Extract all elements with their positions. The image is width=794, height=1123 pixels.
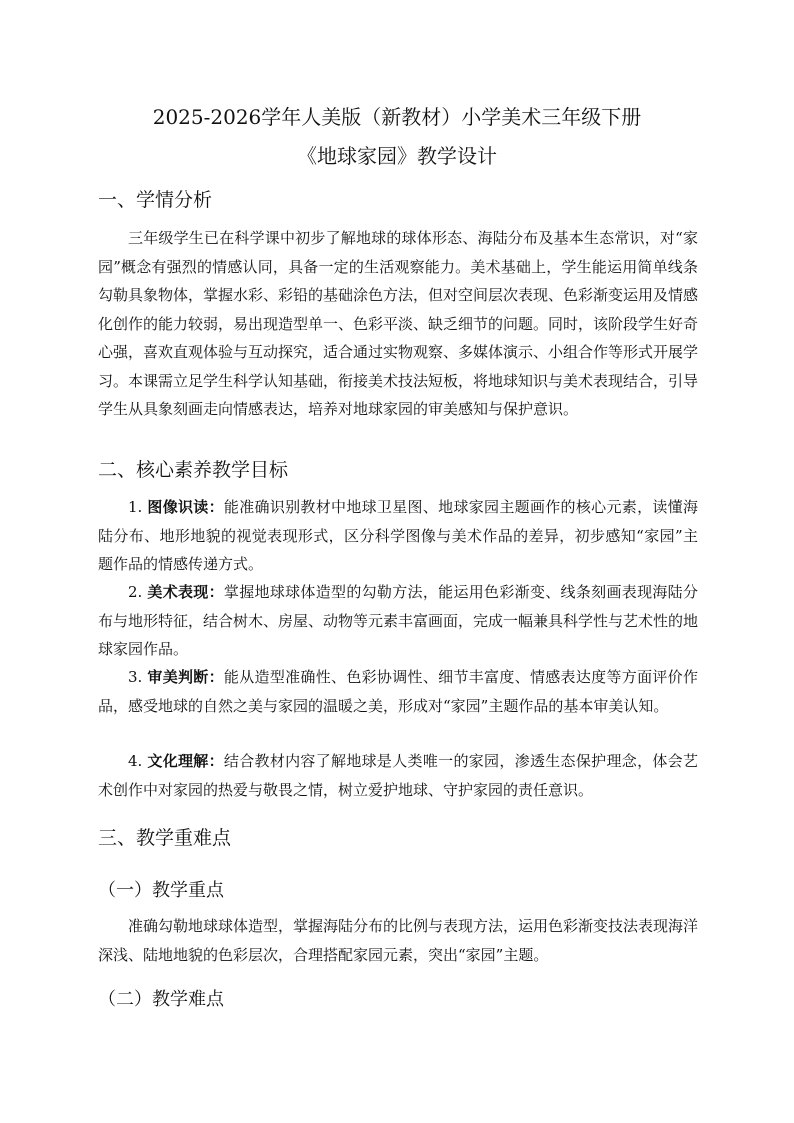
objective-text: 结合教材内容了解地球是人类唯一的家园，渗透生态保护理念，体会艺术创作中对家园的热爱与敬畏之情，树立爱护地球、守护家园的责任意识。: [98, 752, 698, 799]
document-title-line1: 2025-2026学年人美版（新教材）小学美术三年级下册: [152, 105, 642, 129]
focus-paragraph: 准确勾勒地球球体造型，掌握海陆分布的比例与表现方法，运用色彩渐变技法表现海洋深浅、陆地地貌的色彩层次，合理搭配家园元素，突出“家园”主题。: [98, 917, 699, 964]
objective-term: 美术表现：: [147, 583, 224, 601]
objective-item-3: [98, 663, 698, 720]
objective-number: 3.: [128, 668, 143, 686]
objective-text: 掌握地球球体造型的勾勒方法，能运用色彩渐变、线条刻画表现海陆分布与地形特征，结合树木、房屋、动物等元素丰富画面，完成一幅兼具科学性与艺术性的地球家园作品。: [98, 583, 699, 658]
subsection-heading-difficulty: （二）教学难点: [98, 989, 224, 1010]
section-heading-objectives: 二、核心素养教学目标: [98, 459, 289, 481]
objective-term: 图像识读：: [147, 498, 224, 516]
objective-term: 文化理解：: [147, 752, 224, 770]
objective-number: 4.: [128, 752, 143, 770]
objective-term: 审美判断：: [147, 668, 224, 686]
subsection-heading-focus: （一）教学重点: [98, 880, 224, 901]
analysis-paragraph: 三年级学生已在科学课中初步了解地球的球体形态、海陆分布及基本生态常识，对“家园”概念有强烈的情感认同，具备一定的生活观察能力。美术基础上，学生能运用简单线条勾勒具象物体，掌握水彩、彩铅的基础涂色方法，但对空间层次表现、色彩渐变运用及情感化创作的能力较弱，易出现造型单一、色彩平淡、缺乏细节的问题。同时，该阶段学生好奇心强，喜欢直观体验与互动探究，适合通过实物观察、多媒体演示、小组合作等形式开展学习。本课需立足学生科学认知基础，衔接美术技法短板，将地球知识与美术表现结合，引导学生从具象刻画走向情感表达，培养对地球家园的审美感知与保护意识。: [98, 229, 699, 418]
document-title-line2: 《地球家园》教学设计: [297, 144, 497, 168]
section-heading-key-points: 三、教学重难点: [98, 827, 232, 849]
objective-number: 2.: [128, 583, 143, 601]
section-heading-analysis: 一、学情分析: [98, 189, 213, 211]
objective-item-4: [98, 747, 698, 804]
objective-item-1: [98, 493, 698, 579]
objective-number: 1.: [128, 498, 143, 516]
objective-text: 能从造型准确性、色彩协调性、细节丰富度、情感表达度等方面评价作品，感受地球的自然之美与家园的温暖之美，形成对“家园”主题作品的基本审美认知。: [98, 668, 698, 715]
objective-text: 能准确识别教材中地球卫星图、地球家园主题画作的核心元素，读懂海陆分布、地形地貌的视觉表现形式，区分科学图像与美术作品的差异，初步感知“家园”主题作品的情感传递方式。: [98, 498, 698, 573]
objective-item-2: [98, 578, 698, 664]
